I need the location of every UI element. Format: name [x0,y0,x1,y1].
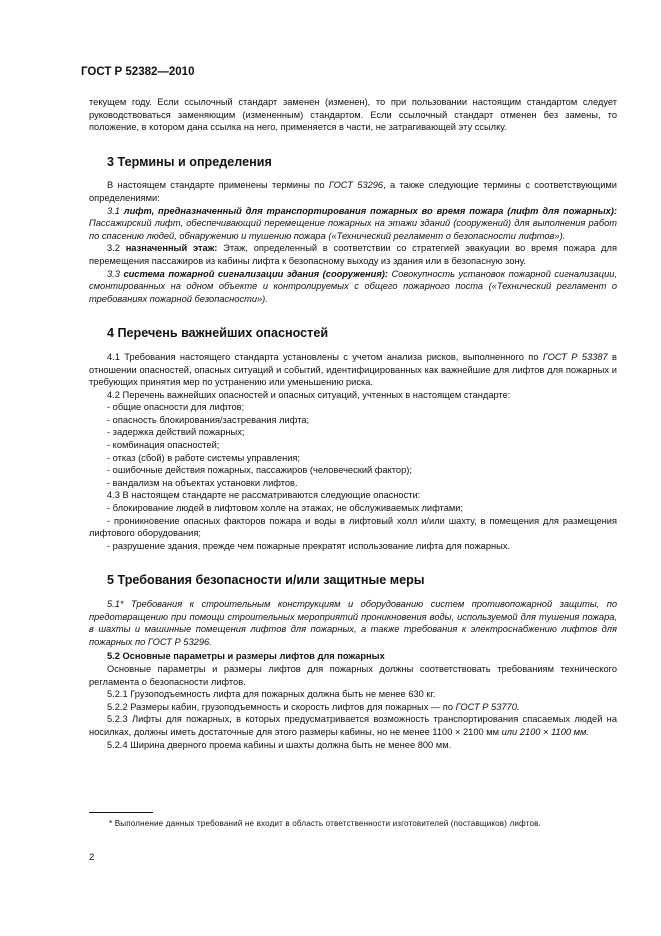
para-5-2-4: 5.2.4 Ширина дверного проема кабины и шахты должна быть не менее 800 мм. [107,739,452,750]
page-number: 2 [89,852,95,863]
para-5-1: 5.1* Требования к строительным конструкциям и оборудованию систем противопожарной защиты, по предотвращению при помощи строительных мероприятий проникновения воды, используемой для тушения пожара, в шахты и машинные помещения лифтов для пожарных, а также требования к электроснабжению лифтов для пожарных по ГОСТ Р 53296. [89,599,617,647]
list-item: - ошибочные действия пожарных, пассажиров (человеческий фактор); [107,465,412,476]
list-item: - комбинация опасностей; [107,440,220,451]
para-4-2: 4.2 Перечень важнейших опасностей и опасных ситуаций, учтенных в настоящем стандарте: [107,389,511,400]
ref-gost-53770: ГОСТ Р 53770. [455,701,520,712]
section-3-intro: В настоящем стандарте применены термины по ГОСТ 53296, а также следующие термины с соответствующими определениями: [89,180,617,203]
ref-gost-53296: ГОСТ 53296 [328,180,384,191]
para-5-2: Основные параметры и размеры лифтов для пожарных должны соответствовать требованиям технического регламента о безопасности лифтов. [89,663,617,687]
page-header: ГОСТ Р 52382—2010 [81,66,195,78]
subsection-5-2-heading: 5.2 Основные параметры и размеры лифтов для пожарных [107,651,385,662]
ref-gost-53387: ГОСТ Р 53387 [542,351,608,362]
para-4-1: 4.1 Требования настоящего стандарта установлены с учетом анализа рисков, выполненного по ГОСТ Р 53387 в отношении опасностей, опасных ситуаций и событий, идентифицированных как важнейшие для лифтов для пожарных и требующих принятия мер по устранению или уменьшению риска. [89,351,617,388]
section-3-heading: 3 Термины и определения [107,154,272,169]
footnote-divider [89,812,153,813]
term-3-1: 3.1 лифт, предназначенный для транспортирования пожарных во время пожара (лифт для пожарных): Пассажирский лифт, обеспечивающий перемещение пожарных на этажи зданий (сооружений) для выполнения работ по спасению людей, обнаружению и тушению пожара («Технический регламент о безопасности лифтов»). [89,205,618,241]
section-5-heading: 5 Требования безопасности и/или защитные меры [107,573,425,588]
term-3-2: 3.2 назначенный этаж: Этаж, определенный в соответствии со стратегией эвакуации во время пожара для перемещения пассажиров из кабины лифта к безопасному выходу из здания или в безопасную зону. [89,243,617,266]
para-5-2-3: 5.2.3 Лифты для пожарных, в которых предусматривается возможность транспортирования спасаемых людей на носилках, должны иметь достаточные для этого размеры кабины, но не менее 1100 × 2100 мм или 2100 × 1100 мм. [89,714,617,737]
main-content [89,96,617,751]
section-4-heading: 4 Перечень важнейших опасностей [107,326,329,341]
list-item: - разрушение здания, прежде чем пожарные прекратят использование лифта для пожарных. [107,540,511,551]
list-item: - задержка действий пожарных; [107,427,245,438]
intro-paragraph: текущем году. Если ссылочный стандарт заменен (изменен), то при пользовании настоящим стандартом следует руководствоваться заменяющим (измененным) стандартом. Если ссылочный стандарт отменен без замены, то положение, в котором дана ссылка на него, применяется в части, не затрагивающей эту ссылку. [89,97,617,133]
para-5-2-1: 5.2.1 Грузоподъемность лифта для пожарных должна быть не менее 630 кг. [107,689,436,700]
term-3-3: 3.3 система пожарной сигнализации здания (сооружения): Совокупность установок пожарной сигнализации, смонтированных на одном объекте и контролируемых с общего пожарного поста («Технический регламент о требованиях пожарной безопасности»). [89,268,618,304]
para-5-2-2: 5.2.2 Размеры кабин, грузоподъемность и скорость лифтов для пожарных — по ГОСТ Р 53770. [107,701,520,712]
footnote: * Выполнение данных требований не входит в область ответственности изготовителей (поставщиков) лифтов. [109,819,541,828]
list-item: - вандализм на объектах установки лифтов. [107,477,298,488]
list-item: - опасность блокирования/застревания лифта; [107,414,310,425]
list-item: - общие опасности для лифтов; [107,402,245,413]
list-item: - блокирование людей в лифтовом холле на этажах, не обслуживаемых лифтами; [107,503,464,514]
list-item: - отказ (сбой) в работе системы управления; [107,452,301,463]
para-4-3: 4.3 В настоящем стандарте не рассматриваются следующие опасности: [107,490,421,501]
list-item: - проникновение опасных факторов пожара и воды в лифтовый холл и/или шахту, в помещения для размещения лифтового оборудования; [89,515,617,539]
